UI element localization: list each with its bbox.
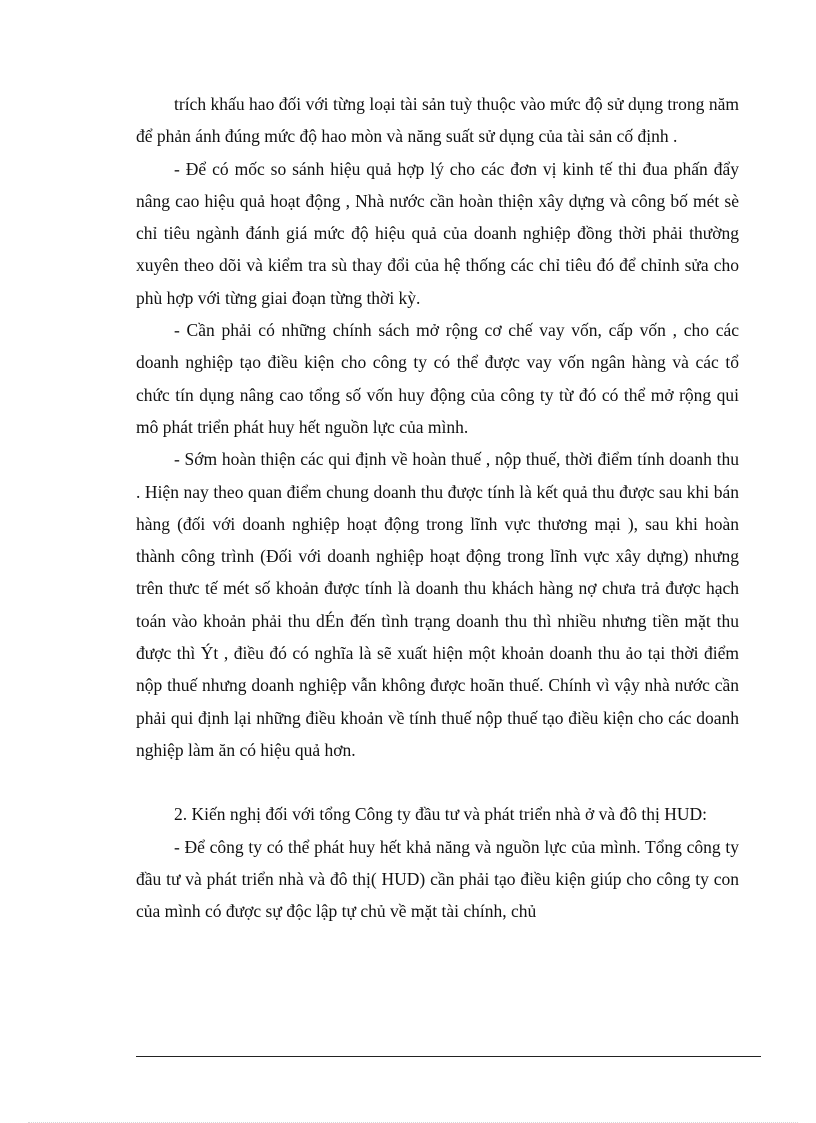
paragraph-financial-autonomy: - Để công ty có thể phát huy hết khả năng và nguồn lực của mình. Tổng công ty đầu tư và phát triển nhà và đô thị( HUD) cần phải tạo điều kiện giúp cho công ty con của mình có được sự độc lập tự chủ về mặt tài chính, chủ <box>136 836 739 922</box>
section-heading-hud-recommendation: 2. Kiến nghị đối với tổng Công ty đầu tư và phát triển nhà ở và đô thị HUD: <box>174 804 707 825</box>
paragraph-capital-policy: - Cần phải có những chính sách mở rộng cơ chế vay vốn, cấp vốn , cho các doanh nghiệp tạo điều kiện cho công ty có thể được vay vốn ngân hàng và các tổ chức tín dụng nâng cao tổng số vốn huy động của công ty từ đó có thể mở rộng qui mô phát triển phát huy hết nguồn lực của mình. <box>136 320 739 437</box>
footer-rule <box>136 1056 761 1057</box>
paragraph-benchmark-indicators: - Để có mốc so sánh hiệu quả hợp lý cho các đơn vị kinh tế thi đua phấn đẩy nâng cao hiệu quả hoạt động , Nhà nước cần hoàn thiện xây dựng và công bố mét sè chỉ tiêu ngành đánh giá mức độ hiệu quả của doanh nghiệp đồng thời phải thường xuyên theo dõi và kiểm tra sù thay đổi của hệ thống các chỉ tiêu đó để chỉnh sửa cho phù hợp với từng giai đoạn từng thời kỳ. <box>136 158 739 308</box>
paragraph-tax-regulation: - Sớm hoàn thiện các qui định về hoàn thuế , nộp thuế, thời điểm tính doanh thu . Hiện nay theo quan điểm chung doanh thu được tính là kết quả thu được sau khi bán hàng (đối với doanh nghiệp hoạt động trong lĩnh vực thương mại ), sau khi hoàn thành công trình (Đối với doanh nghiệp hoạt động trong lĩnh vực xây dựng) nhưng trên thưc tế mét số khoản được tính là doanh thu khách hàng nợ chưa trả được hạch toán vào khoản phải thu dÉn đến tình trạng doanh thu thì nhiều nhưng tiền mặt thu được thì Ýt , điều đó có nghĩa là sẽ xuất hiện một khoản doanh thu ảo tại thời điểm nộp thuế nhưng doanh nghiệp vẫn không được hoãn thuế. Chính vì vậy nhà nước cần phải qui định lại những điều khoản về tính thuế nộp thuế tạo điều kiện cho các doanh nghiệp làm ăn có hiệu quả hơn. <box>136 449 739 760</box>
paragraph-depreciation: trích khấu hao đối với từng loại tài sản tuỳ thuộc vào mức độ sử dụng trong năm để phản ánh đúng mức độ hao mòn và năng suất sử dụng của tài sản cố định . <box>136 94 739 147</box>
body-text <box>136 88 739 927</box>
